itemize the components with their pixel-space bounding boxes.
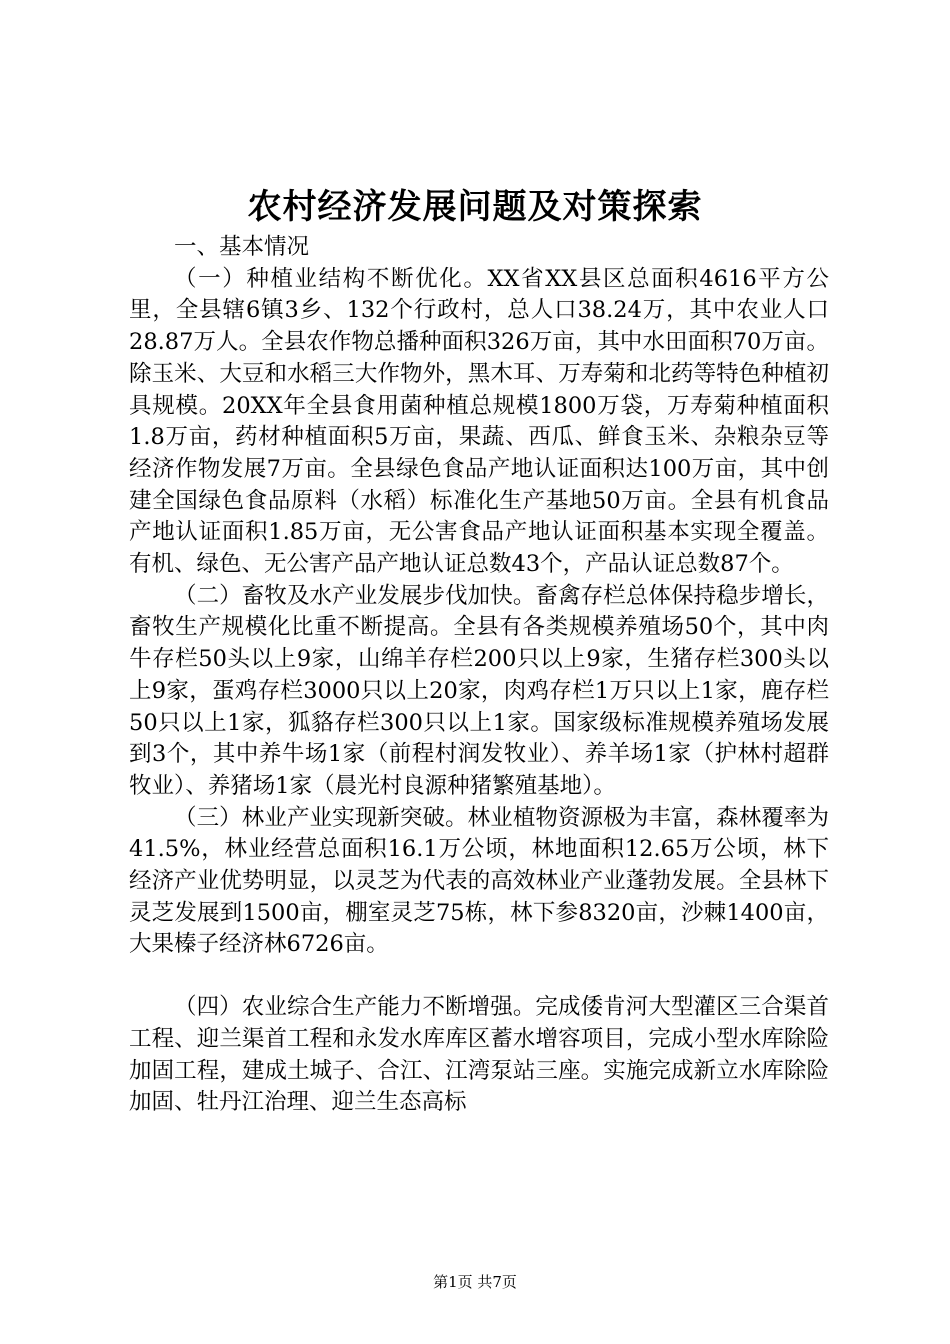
paragraph-production-capacity: （四）农业综合生产能力不断增强。完成倭肯河大型灌区三合渠首工程、迎兰渠首工程和永发水库库区蓄水增容项目，完成小型水库除险加固工程，建成土城子、合江、江湾泵站三座。实施完成新立水库除险加固、牡丹江治理、迎兰生态高标: [129, 994, 829, 1116]
paragraph-forestry: （三）林业产业实现新突破。林业植物资源极为丰富，森林覆率为41.5%，林业经营总面积16.1万公顷，林地面积12.65万公顷，林下经济产业优势明显，以灵芝为代表的高效林业产业蓬勃发展。全县林下灵芝发展到1500亩，棚室灵芝75栋，林下参8320亩，沙棘1400亩，大果榛子经济林6726亩。: [129, 804, 829, 958]
document-title: 农村经济发展问题及对策探索: [247, 187, 703, 227]
section-heading: 一、基本情况: [174, 234, 310, 260]
document-body: [129, 232, 829, 1119]
paragraph-livestock: （二）畜牧及水产业发展步伐加快。畜禽存栏总体保持稳步增长，畜牧生产规模化比重不断提高。全县有各类规模养殖场50个，其中肉牛存栏50头以上9家，山绵羊存栏200只以上9家，生猪存栏300头以上9家，蛋鸡存栏3000只以上20家，肉鸡存栏1万只以上1家，鹿存栏50只以上1家，狐貉存栏300只以上1家。国家级标准规模养殖场发展到3个，其中养牛场1家（前程村润发牧业）、养羊场1家（护林村超群牧业）、养猪场1家（晨光村良源种猪繁殖基地）。: [129, 582, 829, 799]
paragraph-spacer: [129, 961, 829, 992]
page-footer: 第1页 共7页: [433, 1273, 517, 1291]
paragraph-planting: （一）种植业结构不断优化。XX省XX县区总面积4616平方公里，全县辖6镇3乡、132个行政村，总人口38.24万，其中农业人口28.87万人。全县农作物总播种面积326万亩，其中水田面积70万亩。除玉米、大豆和水稻三大作物外，黑木耳、万寿菊和北药等特色种植初具规模。20XX年全县食用菌种植总规模1800万袋，万寿菊种植面积1.8万亩，药材种植面积5万亩，果蔬、西瓜、鲜食玉米、杂粮杂豆等经济作物发展7万亩。全县绿色食品产地认证面积达100万亩，其中创建全国绿色食品原料（水稻）标准化生产基地50万亩。全县有机食品产地认证面积1.85万亩，无公害食品产地认证面积基本实现全覆盖。有机、绿色、无公害产品产地认证总数43个，产品认证总数87个。: [129, 265, 829, 578]
